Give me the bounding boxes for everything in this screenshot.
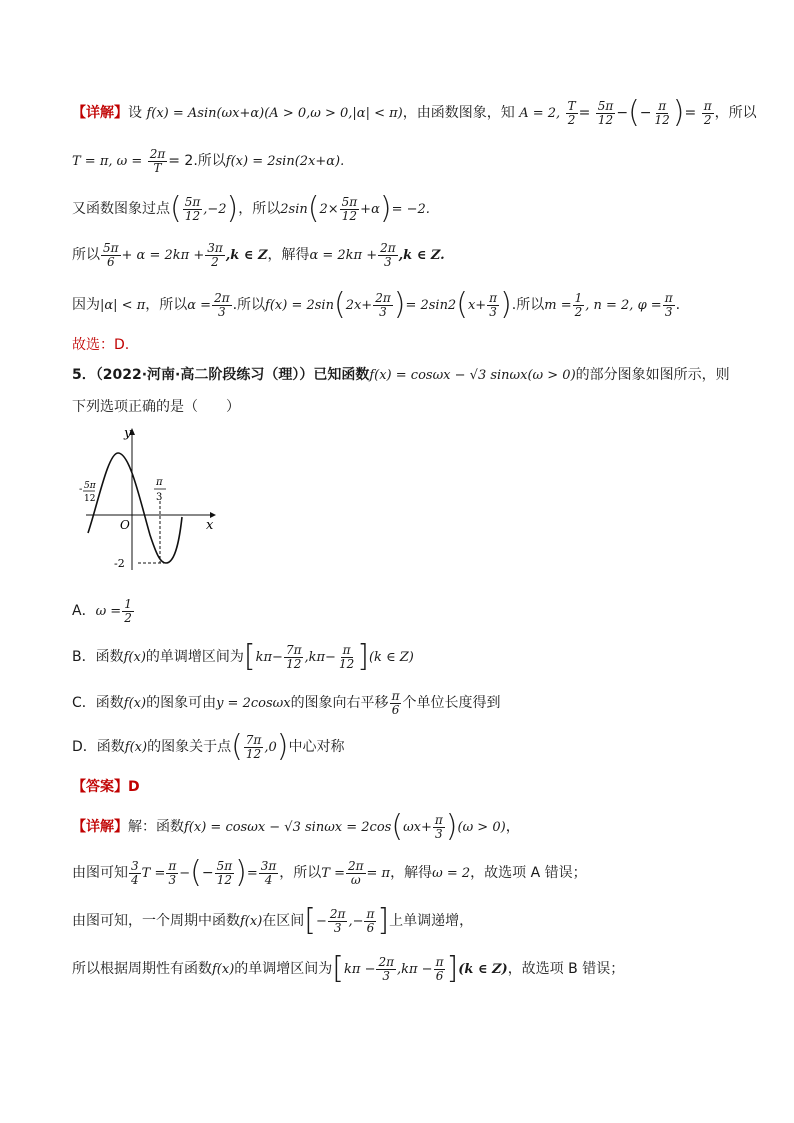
fraction: $\frac{2\pi}{3}$	[378, 954, 394, 983]
math: = 2sin2	[405, 298, 457, 313]
left-sign: -	[79, 484, 83, 495]
math: (k ∈ Z)	[458, 962, 508, 977]
math: ω =	[95, 604, 122, 620]
math: ,kπ−	[304, 650, 336, 665]
math: .	[675, 297, 681, 313]
solution-line-5: 因为|α| < π，所以α = $\frac{2\pi}{3}$ .所以f(x) = 2sin(2x+ $\frac{2\pi}{3}$ )= 2sin2(x+ $\frac{\pi}{3}$ ).所以m = $\frac{1}{2}$ , n = 2, φ = $\frac{\pi}{3}$ .	[72, 287, 681, 322]
text: ，由函数图象，知	[402, 105, 515, 121]
fraction: $\frac{5\pi}{12}$	[216, 858, 233, 887]
text: 的图象关于点	[147, 739, 232, 755]
text: ，解得	[390, 865, 433, 881]
text: 所以根据周期性有函数	[72, 961, 212, 977]
text: A．	[72, 603, 96, 620]
fraction: $\frac{\pi}{6}$	[435, 954, 444, 983]
fraction: $\frac{7\pi}{12}$	[285, 642, 302, 671]
math: −	[179, 866, 191, 881]
fraction: $\frac{3}{4}$	[131, 858, 139, 887]
fraction: $\frac{\pi}{2}$	[703, 98, 712, 127]
fraction: $\frac{1}{2}$	[574, 290, 583, 319]
fraction: $\frac{\pi}{3}$	[489, 290, 498, 319]
detail-tag: 【详解】	[72, 105, 128, 121]
math: −	[616, 105, 629, 121]
math: −	[316, 914, 327, 929]
fraction: $\frac{7\pi}{12}$	[245, 732, 262, 761]
option-a	[72, 598, 135, 624]
sine-curve	[88, 453, 182, 563]
answer-label: 【答案】D	[72, 779, 140, 795]
fraction: $\frac{2\pi}{3}$	[375, 290, 391, 319]
text: D．函数	[72, 739, 125, 755]
math: |α| < π	[100, 298, 146, 313]
fraction: $\frac{3\pi}{2}$	[207, 241, 223, 269]
math: α = 2kπ +	[309, 248, 378, 264]
detail-line-3: 由图可知，一个周期中函数f(x)在区间[− $\frac{2\pi}{3}$ ,− $\frac{\pi}{6}$ ]上单调递增，	[72, 903, 474, 938]
math: (k ∈ Z)	[368, 650, 414, 665]
question-5-line-1	[72, 364, 730, 384]
math: , n = 2, φ =	[585, 298, 662, 313]
text: ，故选项 A 错误；	[470, 865, 587, 881]
text: ，故选项 B 错误；	[507, 961, 625, 977]
left-num: 5π	[84, 481, 96, 491]
option-c	[72, 690, 500, 716]
pi3-den: 3	[156, 492, 163, 503]
fraction: $\frac{\pi}{3}$	[168, 858, 177, 887]
math: f(x)	[123, 696, 147, 712]
text: 在区间	[262, 913, 305, 929]
text: 的单调增区间为	[145, 649, 244, 665]
fraction: $\frac{2\pi}{3}$	[380, 241, 396, 269]
fraction: $\frac{1}{2}$	[124, 597, 132, 625]
math: ,kπ −	[397, 962, 433, 977]
math: 2×	[319, 202, 339, 217]
text: 又函数图象过点	[72, 201, 170, 217]
math: ,−2	[203, 202, 227, 217]
detail-tag: 【详解】	[72, 819, 128, 835]
detail-line-4: 所以根据周期性有函数f(x)的单调增区间为[kπ − $\frac{2\pi}{3}$ ,kπ − $\frac{\pi}{6}$ ](k ∈ Z)，故选项 B 错误；	[72, 951, 625, 986]
text: 5．（2022·河南·高二阶段练习（理））已知函数	[72, 367, 370, 383]
math: kπ −	[344, 962, 376, 977]
math: +α	[360, 202, 380, 217]
text: 的单调增区间为	[234, 961, 333, 977]
math: A = 2,	[519, 106, 561, 121]
math: f(x)	[124, 740, 148, 755]
math: 2x+	[345, 298, 373, 313]
fraction: $\frac{\pi}{6}$	[366, 906, 375, 935]
option-b: B．函数f(x)的单调增区间为[kπ− $\frac{7\pi}{12}$ ,kπ− $\frac{\pi}{12}$ ](k ∈ Z)	[72, 639, 414, 674]
text: 解：函数	[128, 819, 184, 835]
math: ω = 2	[432, 866, 471, 881]
fraction: $\frac{5\pi}{12}$	[597, 98, 614, 127]
text: ，所以	[238, 201, 281, 217]
fraction: $\frac{2\pi}{3}$	[329, 906, 346, 935]
math: + α = 2kπ +	[121, 248, 205, 264]
fraction: $\frac{2\pi}{3}$	[214, 290, 230, 319]
solution-line-2	[72, 148, 344, 174]
math: f(x) = cosωx − √3 sinωx(ω > 0)	[369, 368, 576, 383]
function-graph	[78, 425, 218, 575]
math: ,−	[348, 914, 364, 929]
question-5-line-2: 下列选项正确的是（ ）	[72, 399, 240, 415]
text: = 2.所以	[168, 153, 226, 170]
math: x+	[467, 298, 487, 313]
text: 的部分图象如图所示，则	[575, 367, 730, 383]
fraction: $\frac{\pi}{12}$	[654, 98, 670, 127]
math: f(x) = Asin(ωx+α)(A > 0,ω > 0,|α| < π)	[146, 106, 403, 121]
detail-line-2: 由图可知 $\frac{3}{4}$ T = $\frac{\pi}{3}$ −(− $\frac{5\pi}{12}$ )= $\frac{3\pi}{4}$ ，所以T = $\frac{2\pi}{\omega}$ = π，解得ω = 2，故选项 A 错误；	[72, 855, 587, 890]
fraction: $\frac{T}{2}$	[567, 98, 576, 127]
math: ,k ∈ Z.	[398, 248, 445, 264]
fraction: $\frac{5\pi}{6}$	[103, 241, 119, 269]
math: ,0	[264, 740, 277, 755]
math: 2sin	[280, 202, 308, 217]
fraction: $\frac{2\pi}{T}$	[149, 147, 166, 175]
text: 上单调递增，	[389, 913, 474, 929]
text: 所以	[72, 247, 100, 264]
fraction: $\frac{\pi}{12}$	[338, 642, 355, 671]
text: 的图象向右平移	[290, 695, 389, 712]
math: kπ−	[255, 650, 283, 665]
fraction: $\frac{5\pi}{12}$	[184, 194, 201, 223]
math: =	[578, 105, 591, 121]
math: =	[246, 866, 258, 881]
fraction: $\frac{\pi}{6}$	[391, 689, 400, 717]
math: f(x) = 2sin(2x+α).	[225, 154, 345, 170]
pi3-num: π	[156, 477, 163, 488]
min-label: -2	[114, 557, 125, 570]
choice-result: 故选：D.	[72, 337, 130, 353]
text: C．函数	[72, 695, 124, 712]
math: f(x)	[212, 962, 235, 977]
text: ，所以	[714, 105, 757, 121]
text: 因为	[72, 297, 100, 313]
text: ，所以	[145, 297, 188, 313]
fraction: $\frac{2\pi}{\omega}$	[347, 858, 364, 887]
text: 由图可知	[72, 865, 128, 881]
text: ，所以	[279, 865, 322, 881]
text: 由图可知，一个周期中函数	[72, 913, 240, 929]
math: y = 2cosωx	[216, 696, 291, 712]
math: f(x)	[240, 914, 263, 929]
text: 的图象可由	[146, 695, 217, 712]
text: 中心对称	[288, 739, 345, 755]
math: f(x) = cosωx − √3 sinωx = 2cos	[184, 820, 392, 835]
math: f(x) = 2sin	[265, 298, 334, 313]
text: 个单位长度得到	[402, 695, 501, 712]
text: ，	[505, 819, 520, 835]
solution-line-4	[72, 242, 445, 268]
math: ωx+	[403, 820, 432, 835]
text: ，解得	[267, 247, 310, 264]
solution-line-3: 又函数图象过点( $\frac{5\pi}{12}$ ,−2)，所以2sin(2× $\frac{5\pi}{12}$ +α)= −2.	[72, 191, 430, 226]
math: = −2.	[391, 202, 430, 217]
x-label: x	[206, 518, 214, 533]
left-den: 12	[84, 494, 96, 504]
math: = π	[366, 866, 391, 881]
text: .所以	[232, 297, 266, 313]
fraction: $\frac{\pi}{3}$	[664, 290, 673, 319]
math: T = π, ω =	[72, 154, 143, 170]
text: .所以	[511, 297, 545, 313]
math: ,k ∈ Z	[225, 248, 268, 264]
fraction: $\frac{\pi}{3}$	[434, 812, 443, 841]
math: =	[684, 105, 697, 121]
math: m =	[544, 298, 572, 313]
detail-line-1: 【详解】解：函数f(x) = cosωx − √3 sinωx = 2cos(ωx+ $\frac{\pi}{3}$ )(ω > 0)，	[72, 809, 520, 844]
math: T =	[141, 866, 166, 881]
math: (ω > 0)	[457, 820, 506, 835]
text: 设	[128, 105, 142, 121]
math: α =	[187, 298, 212, 313]
math: T =	[321, 866, 345, 881]
origin-label: O	[120, 518, 130, 532]
y-label: y	[124, 426, 132, 441]
option-d: D．函数f(x)的图象关于点( $\frac{7\pi}{12}$ ,0)中心对称	[72, 729, 345, 764]
fraction: $\frac{5\pi}{12}$	[341, 194, 358, 223]
text: B．函数	[72, 649, 124, 665]
fraction: $\frac{3\pi}{4}$	[260, 858, 277, 887]
math: f(x)	[123, 650, 146, 665]
solution-line-1: 【详解】设 f(x) = Asin(ωx+α)(A > 0,ω > 0,|α| < π)，由函数图象，知 A = 2, $\frac{T}{2}$ = $\frac{5\pi}{12}$ −(− $\frac{\pi}{12}$ )= $\frac{\pi}{2}$ ，所以	[72, 95, 757, 130]
